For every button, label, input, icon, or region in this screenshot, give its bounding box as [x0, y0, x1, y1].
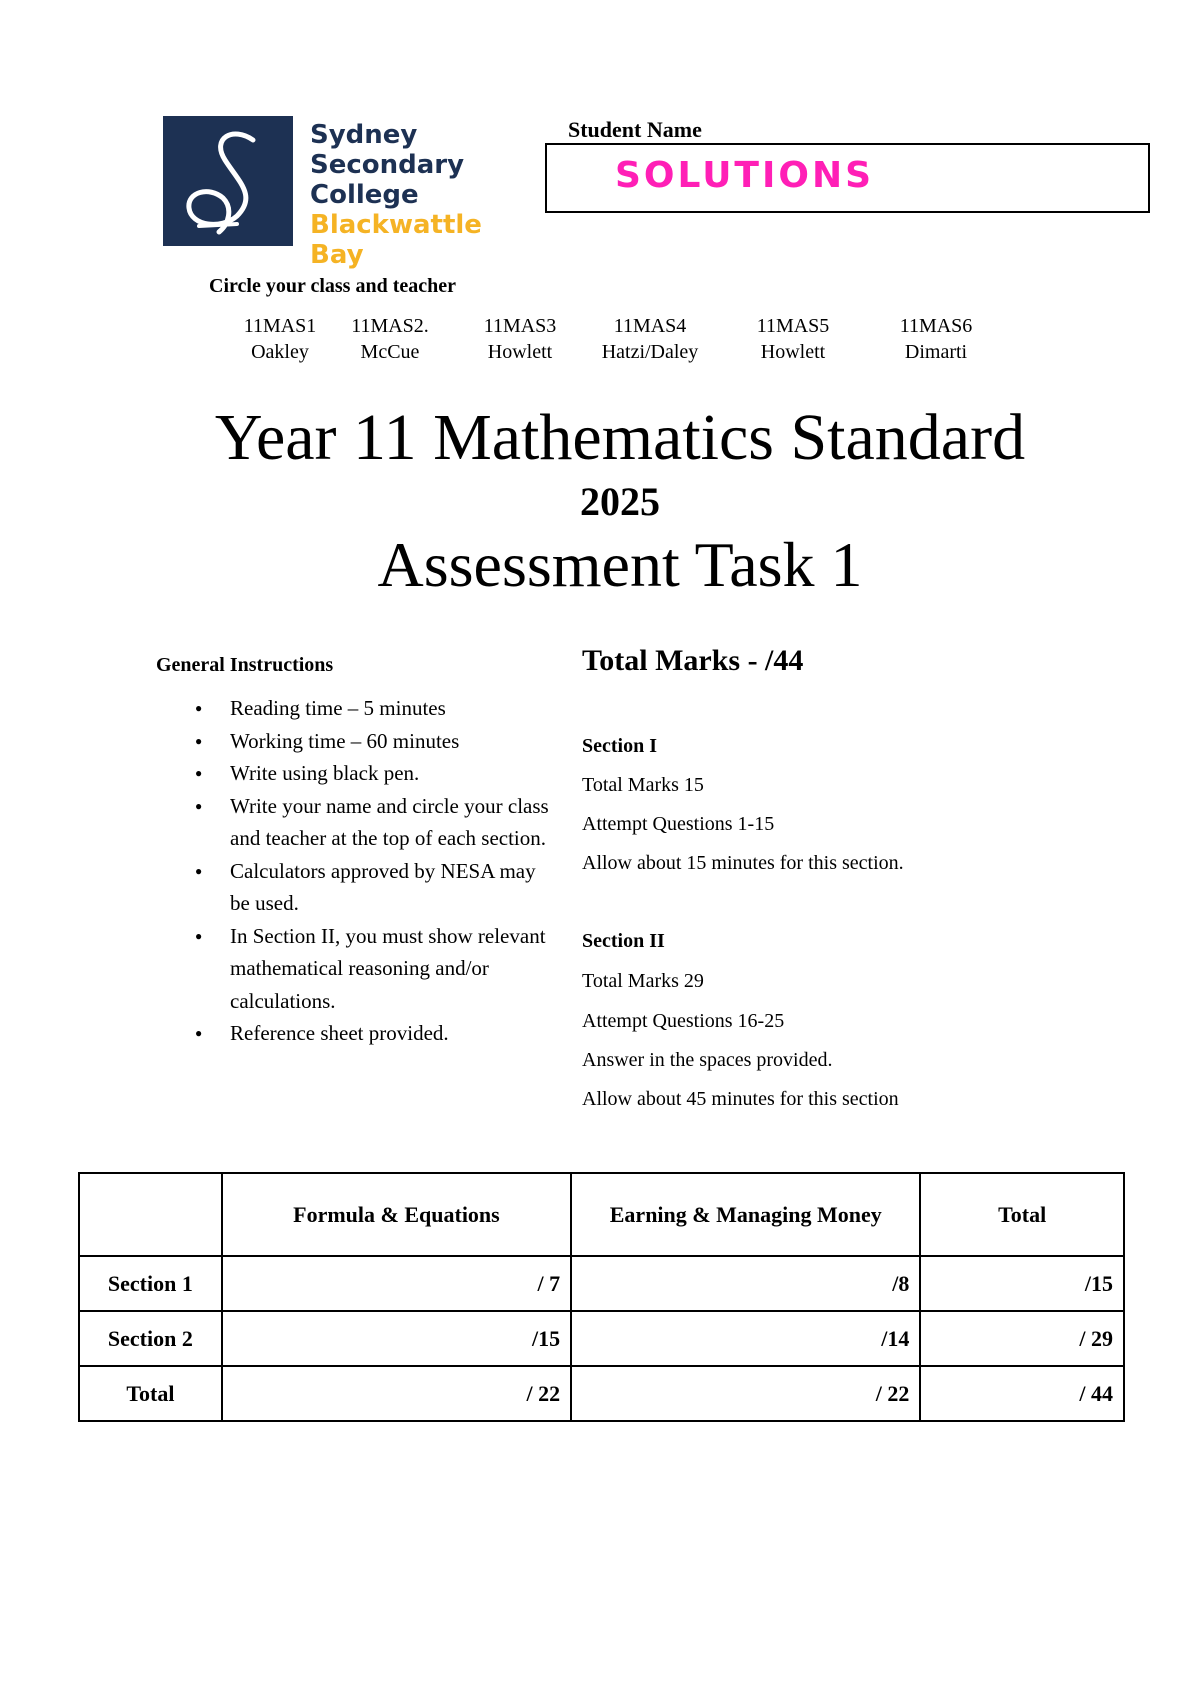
marks-table: [78, 1172, 1125, 1422]
college-name: [310, 120, 540, 270]
section-1-heading: Section I: [582, 735, 657, 757]
table-header-cell: Earning & Managing Money: [571, 1173, 920, 1256]
table-cell: / 22: [222, 1366, 571, 1421]
table-header-cell: Formula & Equations: [222, 1173, 571, 1256]
instruction-item: ● Working time – 60 minutes: [195, 725, 560, 758]
table-header-row: [79, 1173, 1124, 1256]
college-emblem-icon: [163, 116, 293, 246]
class-option-11mas4[interactable]: [585, 313, 715, 365]
instruction-item: ● Reading time – 5 minutes: [195, 692, 560, 725]
table-cell: / 7: [222, 1256, 571, 1311]
college-name-line-2: Secondary: [310, 150, 465, 180]
table-row: [79, 1256, 1124, 1311]
section-1-line: Total Marks 15: [582, 774, 704, 796]
instructions-list: [195, 692, 560, 1050]
class-code: 11MAS4: [613, 315, 687, 337]
section-2-heading: Section II: [582, 930, 665, 952]
class-teacher: McCue: [360, 341, 420, 363]
class-code: 11MAS3: [483, 315, 557, 337]
student-name-value: SOLUTIONS: [615, 155, 875, 196]
class-code: 11MAS5: [756, 315, 830, 337]
class-code: 11MAS2.: [351, 315, 429, 337]
total-marks-heading: Total Marks - /44: [582, 644, 804, 677]
class-option-11mas2[interactable]: [325, 313, 455, 365]
instruction-item: ● In Section II, you must show relevant mathematical reasoning and/or calculations.: [195, 920, 560, 1018]
instruction-item: ● Reference sheet provided.: [195, 1017, 560, 1050]
class-option-11mas3[interactable]: [455, 313, 585, 365]
college-name-line-3: College: [310, 180, 419, 210]
section-1-line: Attempt Questions 1-15: [582, 813, 775, 835]
college-name-line-4: Blackwattle Bay: [310, 210, 482, 270]
table-cell: / 22: [571, 1366, 920, 1421]
class-option-11mas6[interactable]: [871, 313, 1001, 365]
class-select-label: Circle your class and teacher: [209, 275, 457, 297]
instruction-item: ● Write your name and circle your class and teacher at the top of each section.: [195, 790, 560, 855]
class-teacher: Howlett: [760, 341, 826, 363]
table-cell: /15: [920, 1256, 1124, 1311]
table-header-cell: Total: [920, 1173, 1124, 1256]
instruction-item: ● Calculators approved by NESA may be used.: [195, 855, 560, 920]
table-row-label: Total: [79, 1366, 222, 1421]
table-cell: / 44: [920, 1366, 1124, 1421]
instruction-item: ● Write using black pen.: [195, 757, 560, 790]
table-header-cell: [79, 1173, 222, 1256]
section-2-line: Total Marks 29: [582, 970, 704, 992]
section-2-line: Attempt Questions 16-25: [582, 1010, 785, 1032]
class-teacher: Oakley: [251, 341, 309, 363]
college-logo: [145, 108, 540, 273]
class-teacher: Hatzi/Daley: [601, 341, 699, 363]
class-code: 11MAS6: [899, 315, 973, 337]
instructions-heading: General Instructions: [156, 654, 334, 676]
college-name-line-1: Sydney: [310, 120, 418, 150]
table-row: [79, 1366, 1124, 1421]
class-teacher: Dimarti: [904, 341, 968, 363]
table-cell: /15: [222, 1311, 571, 1366]
section-2-line: Answer in the spaces provided.: [582, 1049, 833, 1071]
table-row-label: Section 2: [79, 1311, 222, 1366]
page-title: Year 11 Mathematics Standard: [214, 401, 1026, 474]
table-cell: /14: [571, 1311, 920, 1366]
student-name-label: Student Name: [568, 117, 702, 142]
table-row: [79, 1311, 1124, 1366]
class-code: 11MAS1: [243, 315, 317, 337]
table-cell: /8: [571, 1256, 920, 1311]
task-title: Assessment Task 1: [377, 529, 863, 600]
table-cell: / 29: [920, 1311, 1124, 1366]
section-1-line: Allow about 15 minutes for this section.: [582, 852, 904, 874]
title-year: 2025: [580, 479, 660, 524]
class-option-11mas5[interactable]: [728, 313, 858, 365]
section-2-line: Allow about 45 minutes for this section: [582, 1088, 899, 1110]
class-teacher: Howlett: [487, 341, 553, 363]
table-row-label: Section 1: [79, 1256, 222, 1311]
